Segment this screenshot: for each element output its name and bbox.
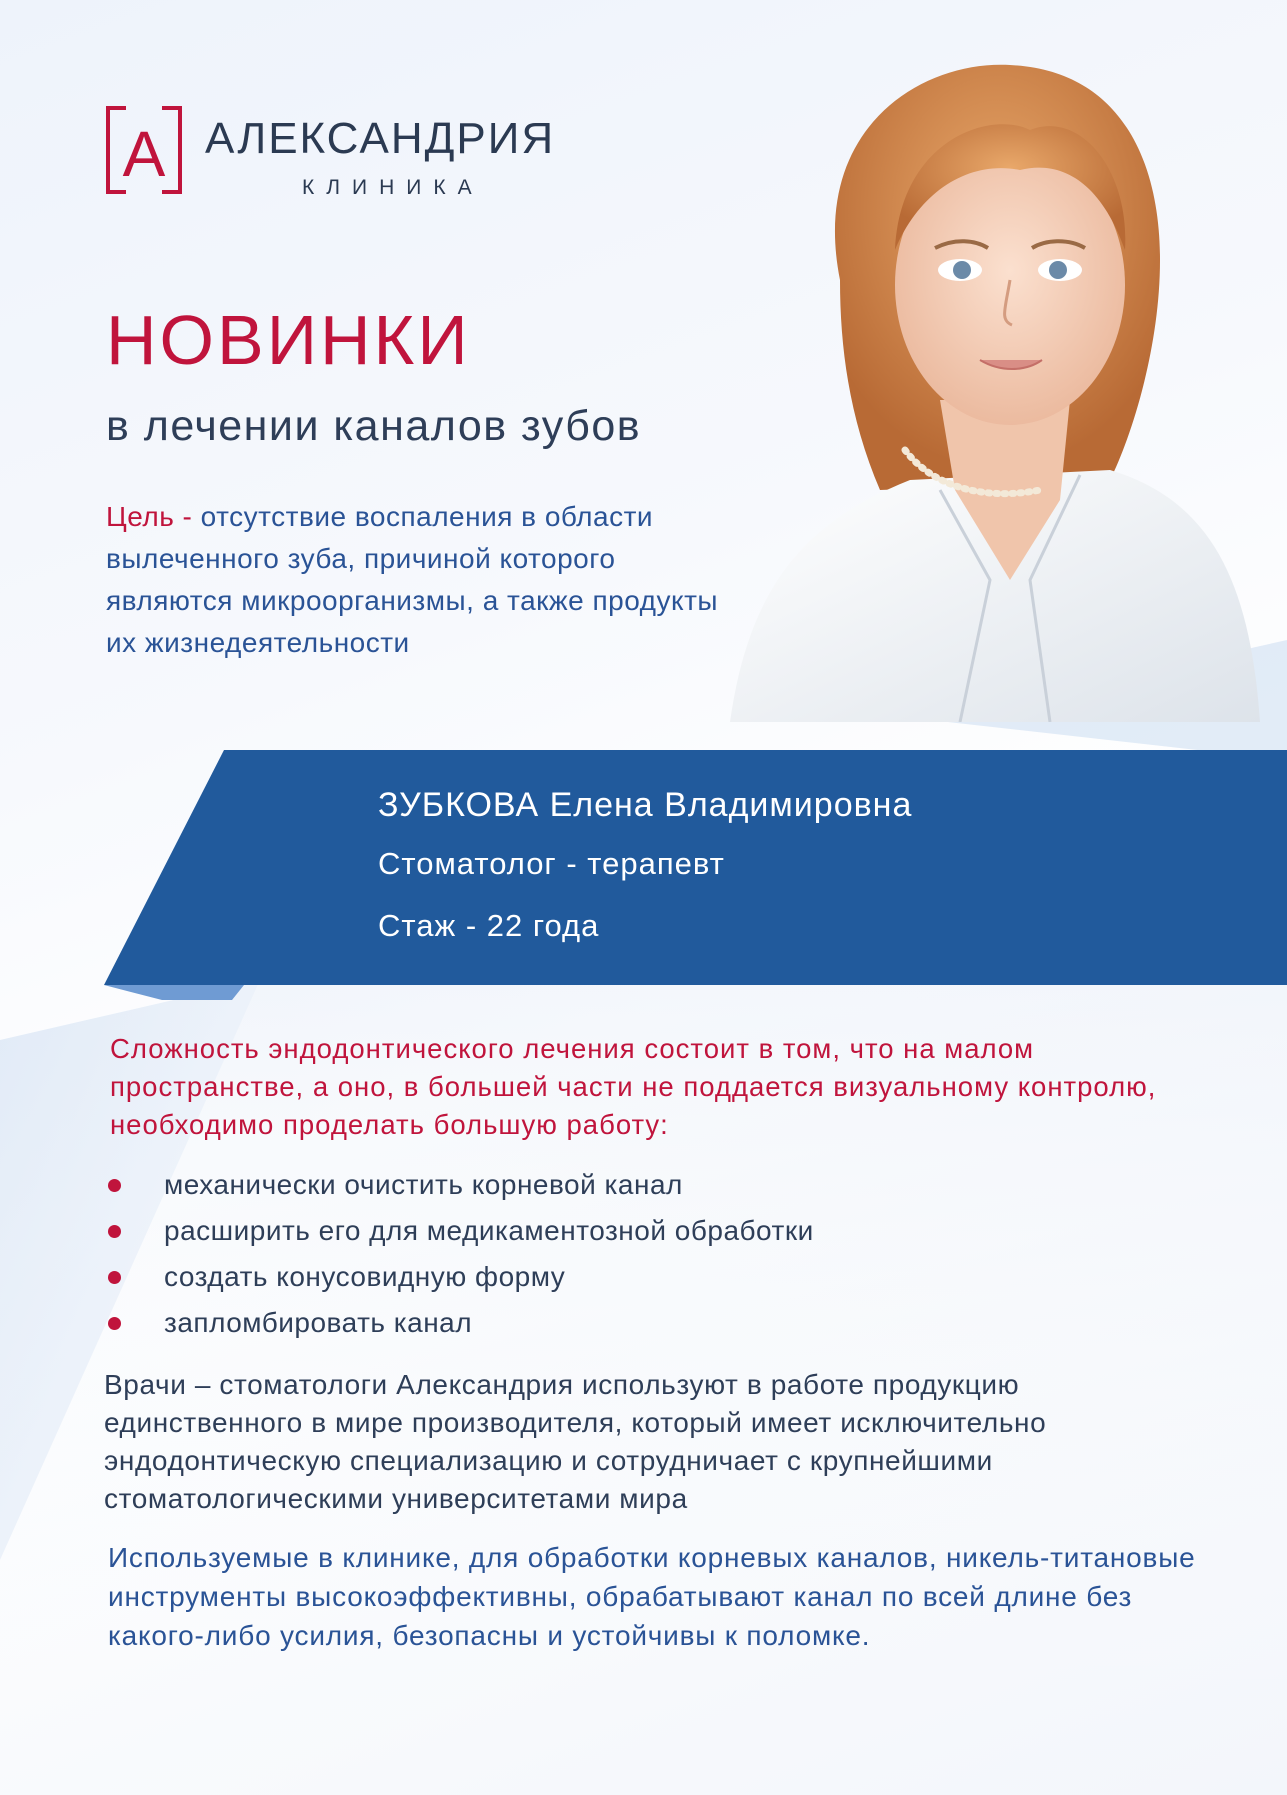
doctor-position: Стоматолог - терапевт: [378, 846, 725, 881]
doctor-name: ЗУБКОВА Елена Владимировна: [378, 786, 913, 824]
difficulty-paragraph: Сложность эндодонтического лечения состоит в том, что на малом пространстве, а оно, в большей части не поддается визуальному контролю, необходимо проделать большую работу:: [110, 1033, 1157, 1140]
task-list: [106, 1162, 814, 1346]
bullet-icon: [108, 1271, 121, 1284]
list-item: расширить его для медикаментозной обработки: [106, 1208, 814, 1254]
bullet-icon: [108, 1179, 121, 1192]
goal-lead: Цель -: [106, 501, 193, 532]
goal-paragraph: [106, 496, 746, 664]
clinic-subtitle: КЛИНИКА: [302, 176, 484, 199]
doctor-experience: Стаж - 22 года: [378, 908, 600, 943]
logo-letter: А: [122, 118, 166, 190]
clinic-name: АЛЕКСАНДРИЯ: [205, 114, 556, 163]
bullet-icon: [108, 1225, 121, 1238]
headline: НОВИНКИ: [106, 301, 471, 379]
materials-paragraph: Врачи – стоматологи Александрия используют в работе продукцию единственного в мире производителя, который имеет исключительно эндодонтическую специализацию и сотрудничает с крупнейшими стоматологическими университетами мира: [104, 1369, 1047, 1514]
doctor-photo: [690, 20, 1260, 722]
list-item: запломбировать канал: [106, 1300, 814, 1346]
clinic-logo-mark: [106, 106, 182, 194]
bullet-icon: [108, 1317, 121, 1330]
instruments-paragraph: Используемые в клинике, для обработки корневых каналов, никель-титановые инструменты высокоэффективны, обрабатывают канал по всей длине без какого-либо усилия, безопасны и устойчивы к поломке.: [108, 1542, 1196, 1651]
list-item: механически очистить корневой канал: [106, 1162, 814, 1208]
goal-text: отсутствие воспаления в области вылеченного зуба, причиной которого являются микроорганизмы, а также продукты их жизнедеятельности: [106, 501, 719, 658]
list-item: создать конусовидную форму: [106, 1254, 814, 1300]
subheadline: в лечении каналов зубов: [106, 402, 642, 450]
